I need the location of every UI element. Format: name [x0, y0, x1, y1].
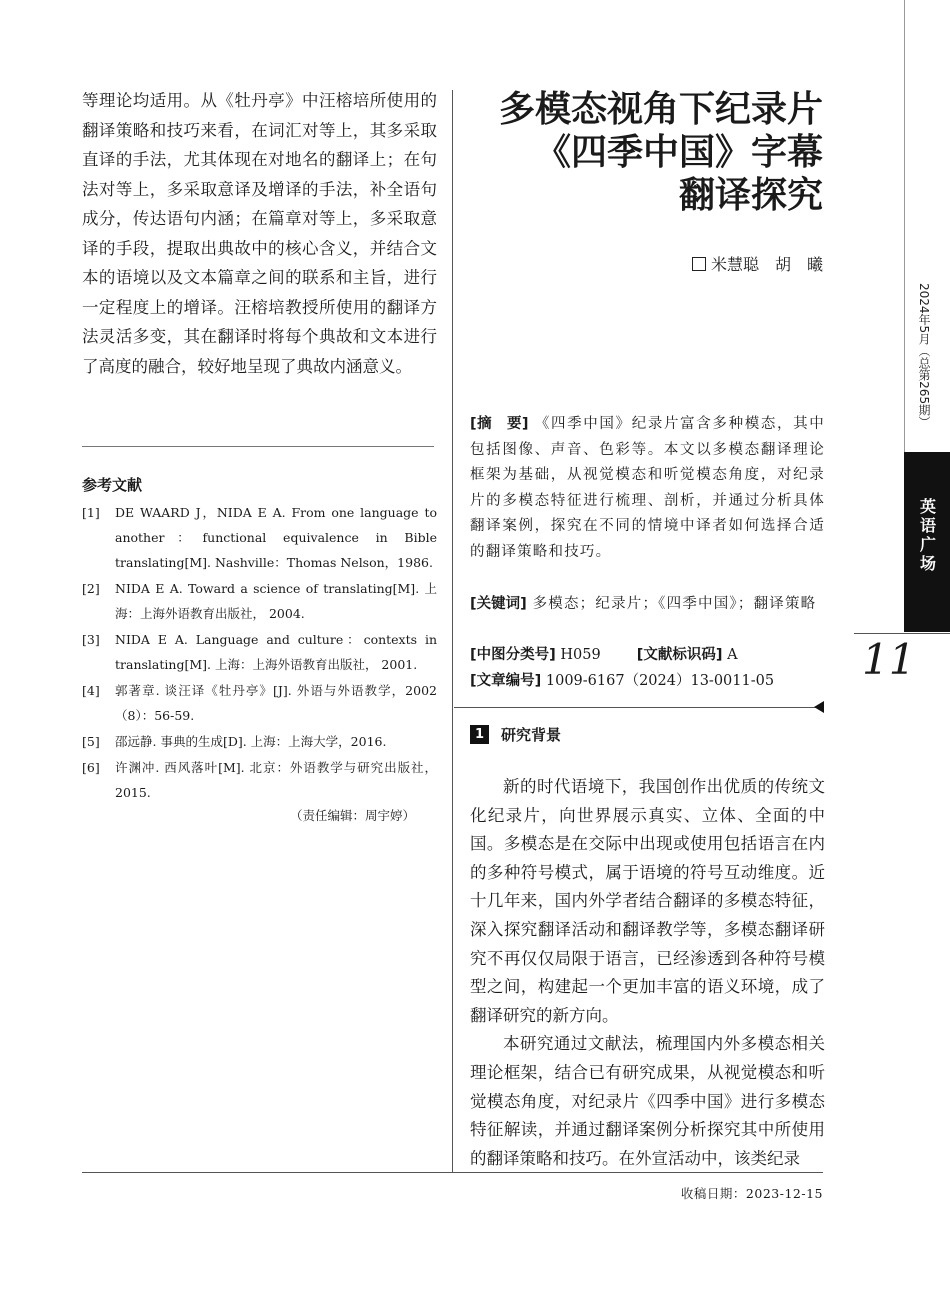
- body-paragraph: 新的时代语境下，我国创作出优质的传统文化纪录片，向世界展示真实、立体、全面的中国。多模态是在交际中出现或使用包括语言在内的多种符号模式，属于语境的符号互动维度。近十几年来，国内外学者结合翻译的多模态特征，深入探究翻译活动和翻译教学等，多模态翻译研究不再仅仅局限于语言，已经渗透到各种符号模型之间，构建起一个更加丰富的语义环境，成了翻译研究的新方向。: [470, 777, 825, 1025]
- doc-code-value: A: [727, 647, 738, 663]
- page-number: 11: [862, 635, 916, 684]
- arrow-left-icon: [814, 701, 824, 713]
- reference-item: [82, 576, 437, 626]
- doc-code-label: [文献标识码]: [636, 647, 723, 663]
- section-name: 英语广场: [917, 498, 937, 574]
- issue-info: 2024年5月（总第265期）: [917, 283, 931, 429]
- article-no-label: [文章编号]: [470, 673, 542, 689]
- reference-number: [5]: [82, 734, 100, 749]
- article-number-line: [470, 669, 825, 695]
- reference-number: [6]: [82, 760, 100, 775]
- reference-item: [82, 729, 437, 754]
- reference-text: NIDA E A. Toward a science of translating[M]. 上海：上海外语教育出版社， 2004.: [115, 581, 437, 621]
- reference-text: 郭著章. 谈汪译《牡丹亭》[J]. 外语与外语教学，2002（8）：56-59.: [115, 683, 437, 723]
- received-date: 收稿日期：2023-12-15: [680, 1186, 823, 1201]
- abstract-text: 《四季中国》纪录片富含多种模态，其中包括图像、声音、色彩等。本文以多模态翻译理论框架为基础，从视觉模态和听觉模态角度，对纪录片的多模态特征进行梳理、剖析，并通过分析具体翻译案例，探究在不同的情境中译者如何选择合适的翻译策略和技巧。: [470, 416, 825, 560]
- keywords-label: [关键词]: [470, 596, 527, 612]
- column-divider: [452, 90, 453, 1172]
- references-list: [82, 500, 437, 806]
- footer-divider: [82, 1172, 823, 1173]
- reference-text: 邵远静. 事典的生成[D]. 上海：上海大学，2016.: [115, 734, 387, 749]
- reference-text: 许渊冲. 西风落叶[M]. 北京：外语教学与研究出版社，2015.: [115, 760, 437, 800]
- classification-line: [470, 643, 825, 669]
- article-title: [470, 88, 823, 217]
- clc-value: H059: [560, 647, 601, 663]
- body-paragraph: 本研究通过文献法，梳理国内外多模态相关理论框架，结合已有研究成果，从视觉模态和听觉模态角度，对纪录片《四季中国》进行多模态特征解读，并通过翻译案例分析探究其中所使用的翻译策略和技巧。在外宣活动中，该类纪录: [470, 1034, 825, 1168]
- abstract-label: [摘 要]: [470, 416, 529, 432]
- section-title: 研究背景: [501, 726, 562, 744]
- section-divider: [454, 707, 816, 708]
- reference-item: [82, 678, 437, 728]
- title-line: 翻译探究: [678, 174, 823, 216]
- editor-note: （责任编辑：周宇婷）: [290, 808, 416, 823]
- reference-number: [2]: [82, 581, 100, 596]
- keywords: [470, 592, 825, 618]
- page-number-rule: [854, 633, 950, 634]
- keywords-text: 多模态；纪录片；《四季中国》；翻译策略: [532, 596, 817, 612]
- clc-label: [中图分类号]: [470, 647, 556, 663]
- reference-text: DE WAARD J，NIDA E A. From one language to another：functional equivalence in Bible translating[M]. Nashville：Thomas Nelson，1986.: [115, 505, 437, 570]
- authors: 米慧聪 胡 曦: [710, 255, 823, 274]
- author-line: [600, 252, 823, 275]
- section-number-badge: 1: [470, 725, 489, 744]
- left-divider: [82, 446, 434, 447]
- article-no-value: 1009-6167（2024）13-0011-05: [545, 673, 775, 689]
- title-line: 多模态视角下纪录片: [498, 88, 823, 130]
- reference-item: [82, 500, 437, 575]
- reference-text: NIDA E A. Language and culture：contexts in translating[M]. 上海：上海外语教育出版社， 2001.: [115, 632, 437, 672]
- body-text: [470, 773, 825, 1173]
- references-heading: 参考文献: [82, 476, 143, 494]
- reference-number: [3]: [82, 632, 100, 647]
- author-box-icon: [692, 257, 706, 271]
- reference-number: [1]: [82, 505, 100, 520]
- left-column-paragraph: 等理论均适用。从《牡丹亭》中汪榕培所使用的翻译策略和技巧来看，在词汇对等上，其多采取直译的手法，尤其体现在对地名的翻译上；在句法对等上，多采取意译及增译的手法，补全语句成分，传达语句内涵；在篇章对等上，多采取意译的手段，提取出典故中的核心含义，并结合文本的语境以及文本篇章之间的联系和主旨，进行一定程度上的增译。汪榕培教授所使用的翻译方法灵活多变，其在翻译时将每个典故和文本进行了高度的融合，较好地呈现了典故内涵意义。: [82, 91, 437, 376]
- title-line: 《四季中国》字幕: [534, 131, 823, 173]
- reference-item: [82, 755, 437, 805]
- reference-number: [4]: [82, 683, 100, 698]
- abstract: [470, 412, 825, 565]
- reference-item: [82, 627, 437, 677]
- margin-line: [904, 0, 905, 452]
